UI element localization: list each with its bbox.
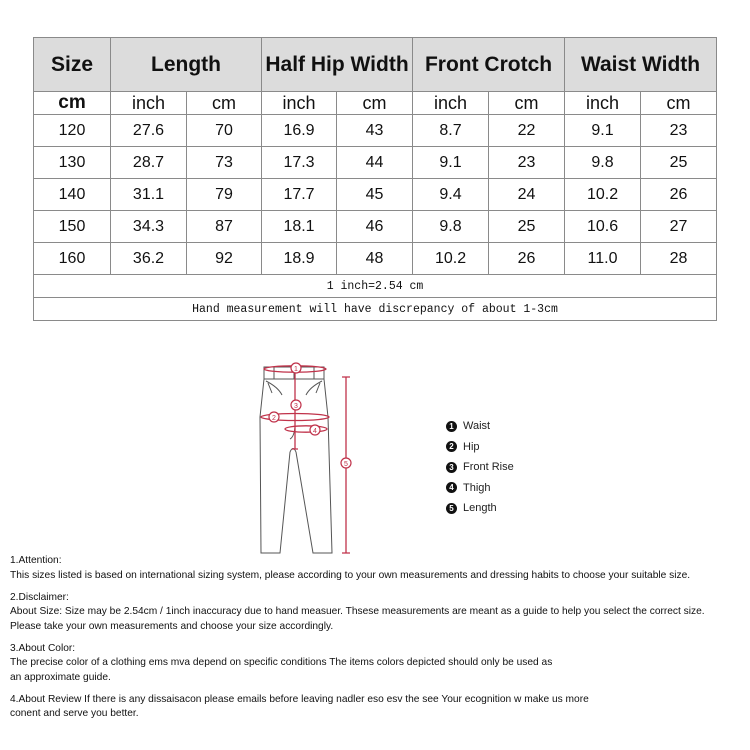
- note-about-color: [10, 642, 745, 686]
- legend-label: Hip: [463, 440, 480, 453]
- table-unit-row: [34, 92, 717, 115]
- note-title: 3.About Color:: [10, 642, 76, 654]
- table-cell: 48: [337, 243, 413, 275]
- table-row: [34, 243, 717, 275]
- table-cell: 10.2: [413, 243, 489, 275]
- table-cell: 130: [34, 147, 111, 179]
- table-cell: 9.1: [413, 147, 489, 179]
- table-cell: 45: [337, 179, 413, 211]
- note-line: Please take your own measurements and choose your size accordingly.: [10, 620, 334, 632]
- legend-item-front-rise: [446, 457, 514, 478]
- table-row: [34, 179, 717, 211]
- header-half-hip-width: Half Hip Width: [262, 38, 413, 92]
- table-cell: 23: [489, 147, 565, 179]
- marker-1-label: 1: [294, 366, 298, 373]
- measurement-lines: [261, 366, 350, 553]
- note-line: The precise color of a clothing ems mva depend on specific conditions The items colors depicted should only be used as: [10, 657, 553, 668]
- table-cell: 25: [641, 147, 717, 179]
- table-cell: 79: [187, 179, 262, 211]
- legend-label: Waist: [463, 420, 491, 433]
- table-cell: 36.2: [111, 243, 187, 275]
- table-cell: 160: [34, 243, 111, 275]
- unit-cell: cm: [337, 92, 413, 115]
- legend-item-waist: [446, 416, 514, 437]
- table-cell: 9.4: [413, 179, 489, 211]
- legend-number-badge: 1: [446, 421, 457, 432]
- table-cell: 10.6: [565, 211, 641, 243]
- table-cell: 10.2: [565, 179, 641, 211]
- note-title: 2.Disclaimer:: [10, 591, 69, 603]
- unit-cell: cm: [34, 92, 111, 115]
- table-cell: 9.1: [565, 115, 641, 147]
- table-cell: 25: [489, 211, 565, 243]
- measurement-legend: [446, 416, 514, 519]
- unit-cell: cm: [489, 92, 565, 115]
- note-attention: [10, 554, 745, 583]
- table-cell: 120: [34, 115, 111, 147]
- table-cell: 28.7: [111, 147, 187, 179]
- header-waist-width: Waist Width: [565, 38, 717, 92]
- table-cell: 70: [187, 115, 262, 147]
- table-cell: 18.9: [262, 243, 337, 275]
- discrepancy-note: Hand measurement will have discrepancy of about 1-3cm: [34, 298, 717, 321]
- table-cell: 8.7: [413, 115, 489, 147]
- table-cell: 31.1: [111, 179, 187, 211]
- legend-number-badge: 5: [446, 503, 457, 514]
- table-cell: 24: [489, 179, 565, 211]
- note-line: This sizes listed is based on international sizing system, please according to your own measurements and dressing habits to choose your suitable size.: [10, 569, 691, 581]
- table-cell: 43: [337, 115, 413, 147]
- table-row: [34, 211, 717, 243]
- table-cell: 23: [641, 115, 717, 147]
- note-line: an approximate guide.: [10, 671, 111, 683]
- table-cell: 9.8: [565, 147, 641, 179]
- table-header-row: [34, 38, 717, 92]
- note-line: 4.About Review If there is any dissaisacon please emails before leaving nadler eso esv the see Your ecognition w make us more: [10, 693, 589, 705]
- legend-number-badge: 2: [446, 441, 457, 452]
- conversion-note: 1 inch=2.54 cm: [34, 275, 717, 298]
- header-size: Size: [34, 38, 111, 92]
- legend-item-hip: [446, 437, 514, 458]
- note-title: 1.Attention:: [10, 555, 62, 566]
- table-cell: 26: [641, 179, 717, 211]
- legend-label: Thigh: [463, 481, 491, 494]
- unit-cell: inch: [413, 92, 489, 115]
- marker-3-label: 3: [294, 403, 298, 410]
- header-front-crotch: Front Crotch: [413, 38, 565, 92]
- table-cell: 73: [187, 147, 262, 179]
- discrepancy-note-row: [34, 298, 717, 321]
- table-cell: 44: [337, 147, 413, 179]
- marker-4-label: 4: [313, 428, 317, 435]
- table-cell: 150: [34, 211, 111, 243]
- table-cell: 87: [187, 211, 262, 243]
- note-line: conent and serve you better.: [10, 708, 139, 719]
- pants-outline: [260, 367, 332, 553]
- marker-5-label: 5: [344, 461, 348, 468]
- table-cell: 27.6: [111, 115, 187, 147]
- unit-cell: cm: [187, 92, 262, 115]
- legend-item-thigh: [446, 478, 514, 499]
- table-cell: 34.3: [111, 211, 187, 243]
- table-row: [34, 147, 717, 179]
- table-cell: 18.1: [262, 211, 337, 243]
- header-length: Length: [111, 38, 262, 92]
- note-about-review: [10, 693, 745, 722]
- table-cell: 17.7: [262, 179, 337, 211]
- marker-2-label: 2: [272, 415, 276, 422]
- table-cell: 22: [489, 115, 565, 147]
- table-cell: 9.8: [413, 211, 489, 243]
- note-line: About Size: Size may be 2.54cm / 1inch inaccuracy due to hand measuer. Thsese measurements are meant as a guide to help you select the correct size.: [10, 606, 705, 617]
- legend-label: Length: [463, 502, 497, 515]
- table-cell: 26: [489, 243, 565, 275]
- legend-number-badge: 4: [446, 482, 457, 493]
- size-chart-table: [33, 37, 717, 321]
- table-row: [34, 115, 717, 147]
- unit-cell: inch: [262, 92, 337, 115]
- legend-item-length: [446, 498, 514, 519]
- table-cell: 140: [34, 179, 111, 211]
- legend-number-badge: 3: [446, 462, 457, 473]
- notes-section: [10, 554, 745, 729]
- table-cell: 16.9: [262, 115, 337, 147]
- unit-cell: inch: [111, 92, 187, 115]
- legend-label: Front Rise: [463, 461, 514, 474]
- table-cell: 92: [187, 243, 262, 275]
- table-cell: 28: [641, 243, 717, 275]
- conversion-note-row: [34, 275, 717, 298]
- table-cell: 27: [641, 211, 717, 243]
- note-disclaimer: [10, 591, 745, 635]
- table-cell: 17.3: [262, 147, 337, 179]
- unit-cell: inch: [565, 92, 641, 115]
- unit-cell: cm: [641, 92, 717, 115]
- table-cell: 11.0: [565, 243, 641, 275]
- table-cell: 46: [337, 211, 413, 243]
- pants-measurement-diagram: [238, 357, 368, 557]
